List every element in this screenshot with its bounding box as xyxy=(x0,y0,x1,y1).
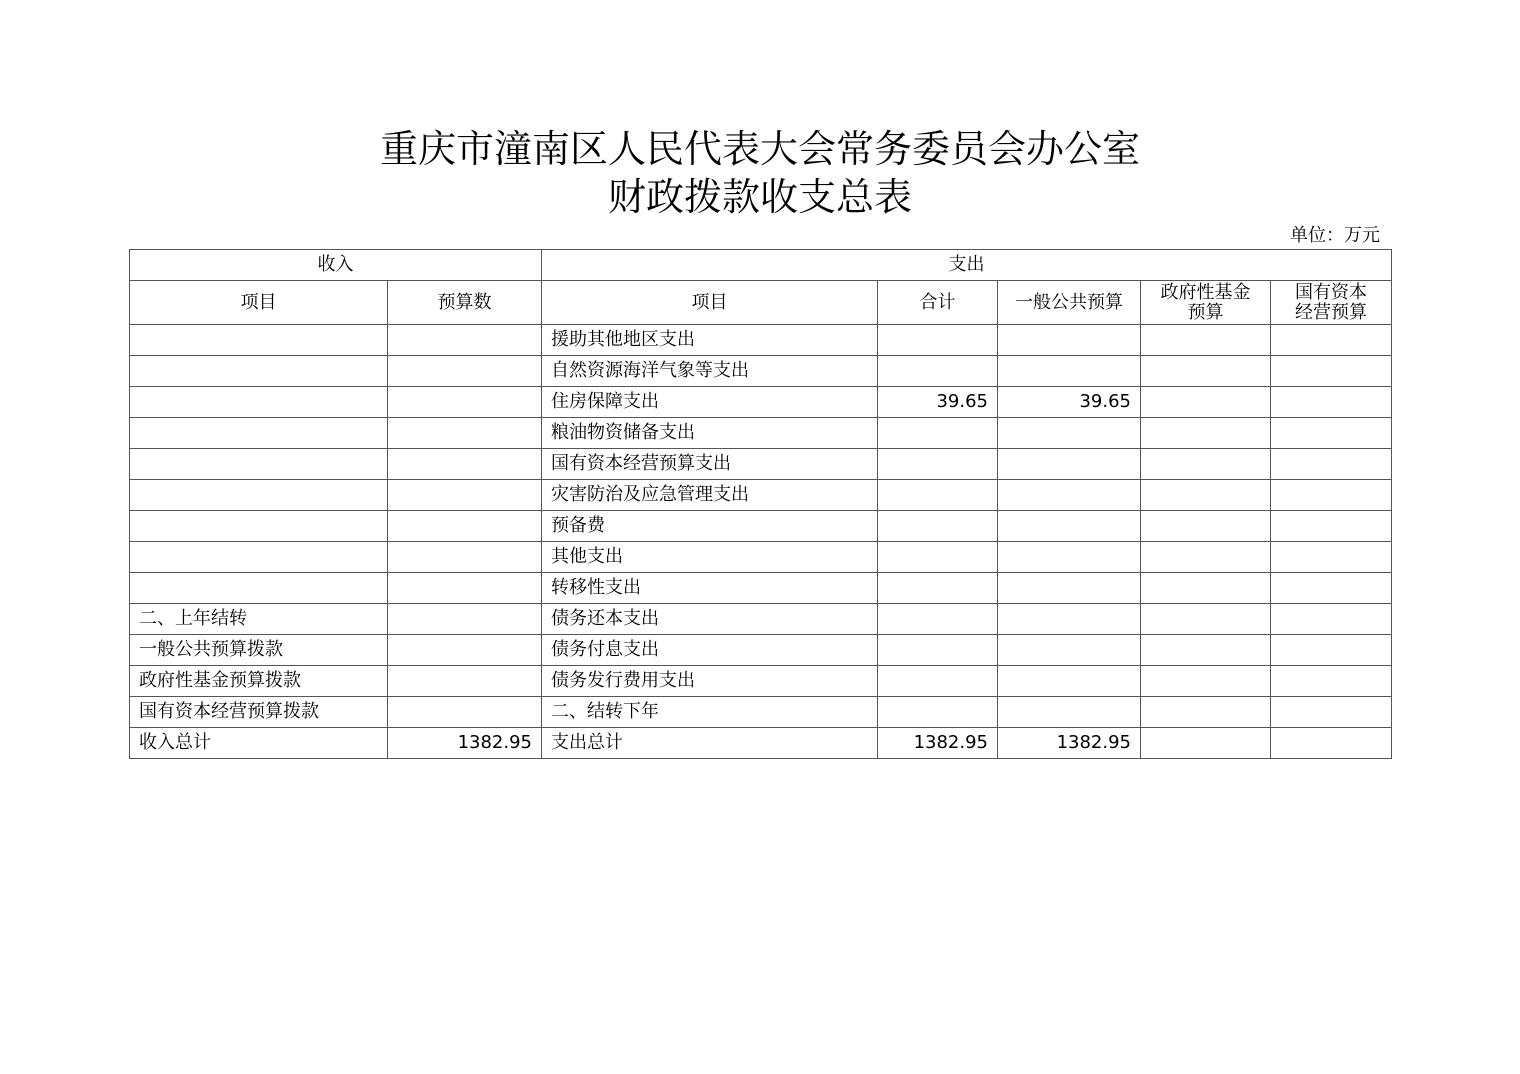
income-item-cell: 政府性基金预算拨款 xyxy=(130,666,388,697)
header-row-2 xyxy=(130,281,1392,325)
gov-fund-cell xyxy=(1141,325,1271,356)
table-row xyxy=(130,573,1392,604)
header-row-1 xyxy=(130,250,1392,281)
state-capital-cell xyxy=(1271,728,1392,759)
income-budget-header: 预算数 xyxy=(388,281,542,325)
general-budget-cell xyxy=(998,325,1141,356)
document-title-line1: 重庆市潼南区人民代表大会常务委员会办公室 xyxy=(379,127,1140,171)
total-cell xyxy=(878,449,998,480)
total-cell xyxy=(878,542,998,573)
income-amount-cell xyxy=(388,573,542,604)
expense-item-cell: 援助其他地区支出 xyxy=(542,325,878,356)
gov-fund-cell xyxy=(1141,511,1271,542)
expense-item-cell: 支出总计 xyxy=(542,728,878,759)
expense-item-cell: 预备费 xyxy=(542,511,878,542)
expense-item-cell: 转移性支出 xyxy=(542,573,878,604)
state-capital-header-line1: 国有资本 xyxy=(1295,281,1367,303)
expense-item-header: 项目 xyxy=(542,281,878,325)
gov-fund-cell xyxy=(1141,728,1271,759)
income-item-cell: 二、上年结转 xyxy=(130,604,388,635)
state-capital-header-line2: 经营预算 xyxy=(1295,301,1367,323)
gov-fund-cell xyxy=(1141,480,1271,511)
state-capital-cell xyxy=(1271,604,1392,635)
total-cell xyxy=(878,480,998,511)
expense-item-cell: 债务付息支出 xyxy=(542,635,878,666)
state-capital-cell xyxy=(1271,542,1392,573)
general-budget-cell xyxy=(998,573,1141,604)
gov-fund-cell xyxy=(1141,666,1271,697)
income-amount-cell xyxy=(388,542,542,573)
income-amount-cell xyxy=(388,449,542,480)
table-row xyxy=(130,604,1392,635)
general-budget-cell xyxy=(998,542,1141,573)
state-capital-cell xyxy=(1271,573,1392,604)
table-row xyxy=(130,449,1392,480)
unit-label: 单位：万元 xyxy=(1290,225,1380,246)
state-capital-cell xyxy=(1271,635,1392,666)
income-amount-cell xyxy=(388,387,542,418)
income-item-cell: 国有资本经营预算拨款 xyxy=(130,697,388,728)
gov-fund-cell xyxy=(1141,635,1271,666)
income-item-cell xyxy=(130,418,388,449)
gov-fund-cell xyxy=(1141,356,1271,387)
total-header: 合计 xyxy=(878,281,998,325)
gov-fund-cell xyxy=(1141,542,1271,573)
expense-header: 支出 xyxy=(542,250,1392,281)
table-row xyxy=(130,697,1392,728)
state-capital-cell xyxy=(1271,666,1392,697)
general-budget-cell xyxy=(998,697,1141,728)
general-budget-header: 一般公共预算 xyxy=(998,281,1141,325)
income-item-cell xyxy=(130,449,388,480)
table-row xyxy=(130,325,1392,356)
general-budget-cell xyxy=(998,511,1141,542)
general-budget-cell xyxy=(998,449,1141,480)
gov-fund-header-line1: 政府性基金 xyxy=(1160,281,1251,303)
income-amount-cell xyxy=(388,604,542,635)
income-item-cell xyxy=(130,480,388,511)
expense-item-cell: 其他支出 xyxy=(542,542,878,573)
general-budget-cell: 1382.95 xyxy=(998,728,1141,759)
state-capital-cell xyxy=(1271,511,1392,542)
gov-fund-cell xyxy=(1141,604,1271,635)
table-row xyxy=(130,511,1392,542)
total-cell: 39.65 xyxy=(878,387,998,418)
income-amount-cell xyxy=(388,325,542,356)
table-row xyxy=(130,356,1392,387)
gov-fund-cell xyxy=(1141,418,1271,449)
expense-item-cell: 自然资源海洋气象等支出 xyxy=(542,356,878,387)
total-cell xyxy=(878,666,998,697)
expense-item-cell: 二、结转下年 xyxy=(542,697,878,728)
income-header: 收入 xyxy=(130,250,542,281)
income-item-cell xyxy=(130,356,388,387)
state-capital-header xyxy=(1271,281,1392,325)
document-title-line2: 财政拨款收支总表 xyxy=(607,175,912,219)
state-capital-cell xyxy=(1271,480,1392,511)
income-amount-cell xyxy=(388,511,542,542)
gov-fund-cell xyxy=(1141,449,1271,480)
total-cell xyxy=(878,356,998,387)
income-amount-cell xyxy=(388,356,542,387)
state-capital-cell xyxy=(1271,449,1392,480)
state-capital-cell xyxy=(1271,325,1392,356)
expense-item-cell: 国有资本经营预算支出 xyxy=(542,449,878,480)
income-item-cell xyxy=(130,542,388,573)
expense-item-cell: 住房保障支出 xyxy=(542,387,878,418)
expense-item-cell: 债务还本支出 xyxy=(542,604,878,635)
income-amount-cell xyxy=(388,418,542,449)
table-row xyxy=(130,666,1392,697)
general-budget-cell xyxy=(998,604,1141,635)
income-amount-cell xyxy=(388,666,542,697)
general-budget-cell: 39.65 xyxy=(998,387,1141,418)
income-item-cell xyxy=(130,511,388,542)
general-budget-cell xyxy=(998,635,1141,666)
table-row xyxy=(130,480,1392,511)
gov-fund-cell xyxy=(1141,697,1271,728)
gov-fund-cell xyxy=(1141,573,1271,604)
income-amount-cell: 1382.95 xyxy=(388,728,542,759)
total-cell xyxy=(878,573,998,604)
gov-fund-cell xyxy=(1141,387,1271,418)
income-amount-cell xyxy=(388,635,542,666)
income-item-cell xyxy=(130,387,388,418)
state-capital-cell xyxy=(1271,697,1392,728)
income-item-header: 项目 xyxy=(130,281,388,325)
table-row xyxy=(130,728,1392,759)
state-capital-cell xyxy=(1271,418,1392,449)
general-budget-cell xyxy=(998,666,1141,697)
total-cell xyxy=(878,604,998,635)
budget-table xyxy=(129,249,1392,759)
expense-item-cell: 粮油物资储备支出 xyxy=(542,418,878,449)
income-item-cell xyxy=(130,325,388,356)
table-row xyxy=(130,542,1392,573)
total-cell xyxy=(878,418,998,449)
total-cell xyxy=(878,635,998,666)
general-budget-cell xyxy=(998,480,1141,511)
income-item-cell: 收入总计 xyxy=(130,728,388,759)
gov-fund-header xyxy=(1141,281,1271,325)
income-amount-cell xyxy=(388,697,542,728)
state-capital-cell xyxy=(1271,356,1392,387)
table-row xyxy=(130,387,1392,418)
total-cell: 1382.95 xyxy=(878,728,998,759)
income-item-cell xyxy=(130,573,388,604)
table-row xyxy=(130,418,1392,449)
expense-item-cell: 债务发行费用支出 xyxy=(542,666,878,697)
total-cell xyxy=(878,325,998,356)
table-row xyxy=(130,635,1392,666)
state-capital-cell xyxy=(1271,387,1392,418)
total-cell xyxy=(878,697,998,728)
gov-fund-header-line2: 预算 xyxy=(1187,301,1224,323)
income-item-cell: 一般公共预算拨款 xyxy=(130,635,388,666)
income-amount-cell xyxy=(388,480,542,511)
expense-item-cell: 灾害防治及应急管理支出 xyxy=(542,480,878,511)
general-budget-cell xyxy=(998,418,1141,449)
total-cell xyxy=(878,511,998,542)
general-budget-cell xyxy=(998,356,1141,387)
